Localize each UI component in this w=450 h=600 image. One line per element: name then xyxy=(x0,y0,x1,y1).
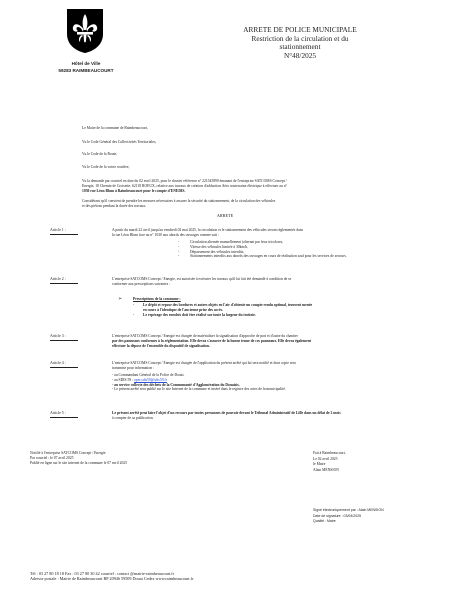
footer-address: Adresse postale : Mairie de Raimbeaucourt BP 20946 59509 Douai Cedex www.raimbeaucourt.fr xyxy=(30,576,194,582)
city-hall-name: Hôtel de Ville xyxy=(71,61,101,66)
signature-name: Alain MENSION xyxy=(313,467,339,472)
esign-date: Date de signature : 03/04/2025 xyxy=(313,513,362,518)
list-item: - Le présent arrêté sera publié sur le site Internet de la commune et inséré dans le registre des actes de la municipalité. xyxy=(112,387,286,392)
article-1-line1: A partir du mardi 22 avril jusqu'au vendredi 02 mai 2025, la circulation et le stationnement des véhicules seront réglementés dans xyxy=(112,228,304,232)
signature-place: Fait à Raimbeaucourt, xyxy=(313,451,346,455)
preamble-considerant-2: et des piétons pendant la durée des travaux. xyxy=(82,204,147,208)
article-4-list xyxy=(112,373,286,392)
article-4-underline xyxy=(50,367,78,368)
city-hall-postcode: 59283 RAIMBEAUCOURT xyxy=(58,68,114,73)
article-3-line2: par des panneaux conformes à la réglementation. Elle devra s'assurer de la bonne tenue de ces panneaux. Elle devra également xyxy=(112,339,312,343)
preamble-demande-1: Vu la demande par courriel en date du 02 avril 2025, pour le dossier référence n° 221545890 émanant de l'entreprise SATCOMS Concept / xyxy=(82,179,287,183)
list-item: - Stationnements interdits aux abords des ouvrages en cours de réalisation sauf pour les services de secours. xyxy=(178,254,347,259)
article-5-line2: à compter de sa publication. xyxy=(112,416,154,420)
sdis-email-link[interactable]: oper.sdis59@sdis59.fr xyxy=(134,377,167,382)
article-4-line1: L'entreprise SATCOMS Concept / Energie est chargée de l'application du présent arrêté qui lui sera notifié et dont copie sera xyxy=(112,361,296,365)
article-2-line2: conformer aux prescriptions suivantes : xyxy=(112,282,171,286)
list-item: - au SDIS 59 : oper.sdis59@sdis59.fr xyxy=(112,377,167,382)
article-4-label: Article 4 : xyxy=(50,361,66,365)
article-3-underline xyxy=(50,340,78,341)
presc-item-2: en cours à l'identique de l'ancienne prise des accès. xyxy=(143,308,223,312)
signature-date: Le 02 avril 2025 xyxy=(313,456,338,461)
preamble-voirie: Vu le Code de la voirie routière, xyxy=(82,165,130,169)
article-1-line2: la rue Léon Blum face au n° 1030 aux abords des ouvrages comme suit : xyxy=(112,233,219,237)
arrete-subtitle-1: Restriction de la circulation et du xyxy=(251,33,349,43)
article-3-label: Article 3 : xyxy=(50,334,66,338)
arrow-bullet-icon: ➢ xyxy=(118,297,123,302)
article-3-line1: L'entreprise SATCOMS Concept / Energie est chargée de matérialiser la signalisation d'approche de part et d'autre du chantier xyxy=(112,334,298,338)
list-item: - Vitesse des véhicules limitée à 30km/h, xyxy=(178,245,347,250)
esign-signer: Signé électroniquement par : Alain MENSION xyxy=(313,508,384,512)
article-1-label: Article 1 : xyxy=(50,228,66,232)
arrete-subtitle-2: stationnement xyxy=(279,42,321,52)
preamble-route: Vu le Code de la Route, xyxy=(82,152,118,156)
presc-item-3: - Le repérage des enrobés doit être réalisé sur toute la largeur du trottoir. xyxy=(133,313,256,317)
presc-item-1: - Le dépôt et repose des bordures et autres objets en l'air d'obtenir un compte rendu optimal, trouvent menée xyxy=(133,303,313,307)
preamble-maire: Le Maire de la commune de Raimbeaucourt, xyxy=(82,126,148,130)
footer-contact: Tél : 03 27 80 18 18 Fax : 03 27 80 30 42 courriel : contact @mairie-raimbeaucourt.fr xyxy=(30,571,175,576)
preamble-considerant-1: Considérant qu'il convient de prendre les mesures nécessaires à assurer la sécurité du stationnement, de la circulation des véhicules xyxy=(82,199,276,203)
article-1-list xyxy=(178,240,347,259)
preamble-cgct: Vu le Code Général des Collectivités Territoriales, xyxy=(82,140,157,144)
article-5-line1: Le présent arrêté peut faire l'objet d'un recours par toutes personnes de pouvoir devant le Tribunal Administratif de Lille dans un délai de 2 mois xyxy=(112,411,341,415)
arrete-title: ARRETE DE POLICE MUNICIPALE xyxy=(243,25,357,34)
arrete-number: N°48/2025 xyxy=(283,50,317,60)
list-item: - Dépassement des véhicules interdits, xyxy=(178,250,347,255)
article-2-prescriptions-title: Prescriptions de la commune : xyxy=(133,297,181,301)
list-item: - au service collecte des déchets de la Communauté d'Agglomération du Douaisis. xyxy=(112,382,240,387)
article-1-underline xyxy=(50,234,78,235)
notification-line2: Par courriel : le 07 avril 2025 xyxy=(30,456,74,460)
notification-line3: Publié en ligne sur le site internet de la commune le 07 avril 2025 xyxy=(30,461,127,465)
article-2-line1: L'entreprise SATCOMS Concept / Energie, est autorisée à exécuter les travaux qu'il lui fait été demandé à condition de se xyxy=(112,277,292,281)
preamble-demande-3: 1030 rue Léon Blum à Raimbeaucourt pour le compte d'ENEDIS. xyxy=(82,189,186,193)
fleur-de-lis-icon xyxy=(66,8,104,54)
arrete-heading: ARRETE xyxy=(216,213,234,218)
list-item: - au Commandant Général de la Police de Douai. xyxy=(112,373,185,377)
article-2-label: Article 2 : xyxy=(50,277,66,281)
signature-title: le Maire xyxy=(313,462,326,467)
city-crest-logo xyxy=(66,8,104,54)
article-2-underline xyxy=(50,283,78,284)
article-5-label: Article 5 : xyxy=(50,411,66,415)
preamble-demande-2: Energie, 18 Chemin de Croisette, 62118 ROEUX, relative aux travaux de création d'adduction Aéro souterraine électrique à effectuer au n° xyxy=(82,184,288,188)
notification-line1: Notifié à l'entreprise SATCOMS Concept / Energie xyxy=(30,451,106,455)
article-5-underline xyxy=(50,417,78,418)
esign-quality: Qualité : Maire xyxy=(313,519,336,523)
list-item: - Circulation alternée manuellement (alternat par feux tricolores, xyxy=(178,240,347,245)
article-3-line3: effectuer la dépose de l'ensemble du dispositif de signalisation. xyxy=(112,344,210,348)
article-4-line2: transmise pour information : xyxy=(112,366,155,370)
